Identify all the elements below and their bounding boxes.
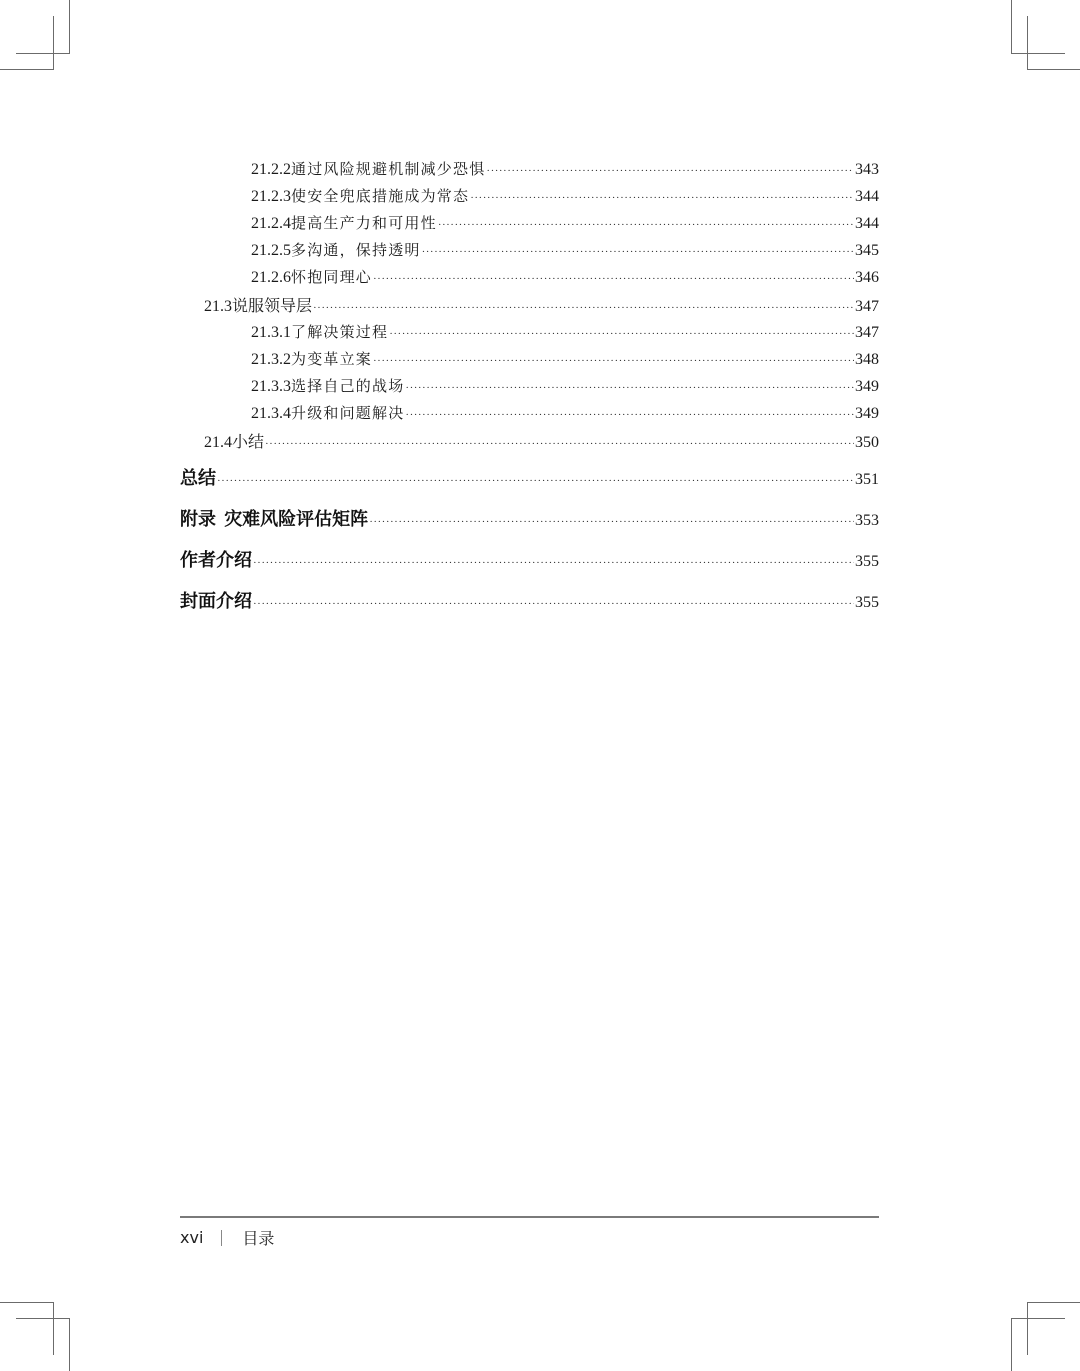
crop-line xyxy=(1011,0,1012,53)
toc-entry-page: 350 xyxy=(855,434,879,451)
toc-entry-page: 345 xyxy=(855,242,879,259)
toc-entry-page: 353 xyxy=(855,512,879,529)
dot-leader xyxy=(389,328,854,340)
dot-leader xyxy=(265,438,854,450)
dot-leader xyxy=(253,557,854,569)
toc-entry[interactable] xyxy=(180,546,879,573)
toc-entry-number: 21.2.5 xyxy=(251,242,291,259)
dot-leader xyxy=(486,165,854,177)
toc-entry-title: 提高生产力和可用性 xyxy=(291,214,437,232)
toc-entry[interactable] xyxy=(180,266,879,293)
toc-entry-number: 21.3.3 xyxy=(251,378,291,395)
toc-entry-page: 355 xyxy=(855,553,879,570)
dot-leader xyxy=(373,273,854,285)
toc-entry-title: 选择自己的战场 xyxy=(291,377,405,395)
toc-entry[interactable] xyxy=(180,429,879,456)
crop-line xyxy=(16,53,70,54)
dot-leader xyxy=(253,598,854,610)
toc-entry-title: 怀抱同理心 xyxy=(291,268,373,286)
toc-entry-title: 升级和问题解决 xyxy=(291,404,405,422)
toc-entry[interactable] xyxy=(180,158,879,185)
dot-leader xyxy=(313,302,854,314)
toc-entry-page: 344 xyxy=(855,215,879,232)
crop-line xyxy=(1027,69,1080,70)
crop-line xyxy=(53,16,54,69)
crop-line xyxy=(1027,16,1028,69)
crop-line xyxy=(1027,1302,1028,1355)
toc-entry[interactable] xyxy=(180,239,879,266)
toc-entry-page: 349 xyxy=(855,405,879,422)
page-footer xyxy=(180,1226,274,1249)
dot-leader xyxy=(405,382,854,394)
toc-entry[interactable] xyxy=(180,185,879,212)
toc-entry-number: 21.3.4 xyxy=(251,405,291,422)
page-number: xvi xyxy=(180,1228,204,1247)
dot-leader xyxy=(405,409,854,421)
toc-entry[interactable] xyxy=(180,348,879,375)
toc-entry-page: 347 xyxy=(855,298,879,315)
footer-rule xyxy=(180,1216,879,1218)
toc-entry-title: 总结 xyxy=(180,468,216,489)
toc-entry-page: 346 xyxy=(855,269,879,286)
toc-entry[interactable] xyxy=(180,505,879,532)
toc-entry-page: 351 xyxy=(855,471,879,488)
toc-entry-page: 349 xyxy=(855,378,879,395)
toc-entry-number: 21.2.2 xyxy=(251,161,291,178)
crop-line xyxy=(69,0,70,53)
toc-entry-number: 21.2.4 xyxy=(251,215,291,232)
crop-line xyxy=(1011,1318,1065,1319)
toc-entry-number: 21.4 xyxy=(204,434,232,451)
toc-entry-page: 348 xyxy=(855,351,879,368)
toc-entry[interactable] xyxy=(180,293,879,320)
toc-entry[interactable] xyxy=(180,464,879,491)
toc-entry-title: 封面介绍 xyxy=(180,591,252,612)
dot-leader xyxy=(217,475,854,487)
footer-separator xyxy=(221,1230,222,1246)
toc-entry-page: 344 xyxy=(855,188,879,205)
toc-entry[interactable] xyxy=(180,587,879,614)
toc-entry-page: 347 xyxy=(855,324,879,341)
toc-entry-title: 作者介绍 xyxy=(180,550,252,571)
toc-entry-title: 说服领导层 xyxy=(232,296,313,315)
toc-entry-page: 355 xyxy=(855,594,879,611)
crop-line xyxy=(1011,1318,1012,1371)
toc-entry[interactable] xyxy=(180,375,879,402)
crop-line xyxy=(0,69,54,70)
running-header-section: 目录 xyxy=(242,1229,275,1248)
dot-leader xyxy=(438,219,854,231)
toc-entry[interactable] xyxy=(180,321,879,348)
toc-entry-title: 了解决策过程 xyxy=(291,323,389,341)
toc-entry-title: 小结 xyxy=(232,432,265,451)
crop-line xyxy=(53,1302,54,1355)
toc-entry-page: 343 xyxy=(855,161,879,178)
dot-leader xyxy=(373,355,854,367)
toc-entry-title: 通过风险规避机制减少恐惧 xyxy=(291,160,486,178)
crop-line xyxy=(16,1318,70,1319)
dot-leader xyxy=(422,246,854,258)
toc-entry-number: 21.3.1 xyxy=(251,324,291,341)
crop-line xyxy=(69,1318,70,1371)
toc-entry-number: 21.2.6 xyxy=(251,269,291,286)
crop-line xyxy=(0,1302,54,1303)
toc-entry-number: 21.2.3 xyxy=(251,188,291,205)
toc-entry-title: 多沟通，保持透明 xyxy=(291,241,421,259)
toc-entry-title: 灾难风险评估矩阵 xyxy=(224,509,369,530)
toc-entry[interactable] xyxy=(180,402,879,429)
crop-line xyxy=(1011,53,1065,54)
dot-leader xyxy=(369,516,854,528)
crop-line xyxy=(1027,1302,1080,1303)
dot-leader xyxy=(470,192,854,204)
toc-entry-title: 使安全兜底措施成为常态 xyxy=(291,187,470,205)
toc-entry-number: 21.3.2 xyxy=(251,351,291,368)
toc-entry[interactable] xyxy=(180,212,879,239)
toc-entry-title: 为变革立案 xyxy=(291,350,373,368)
toc-entry-label: 附录 xyxy=(180,509,216,530)
toc-entry-number: 21.3 xyxy=(204,298,232,315)
